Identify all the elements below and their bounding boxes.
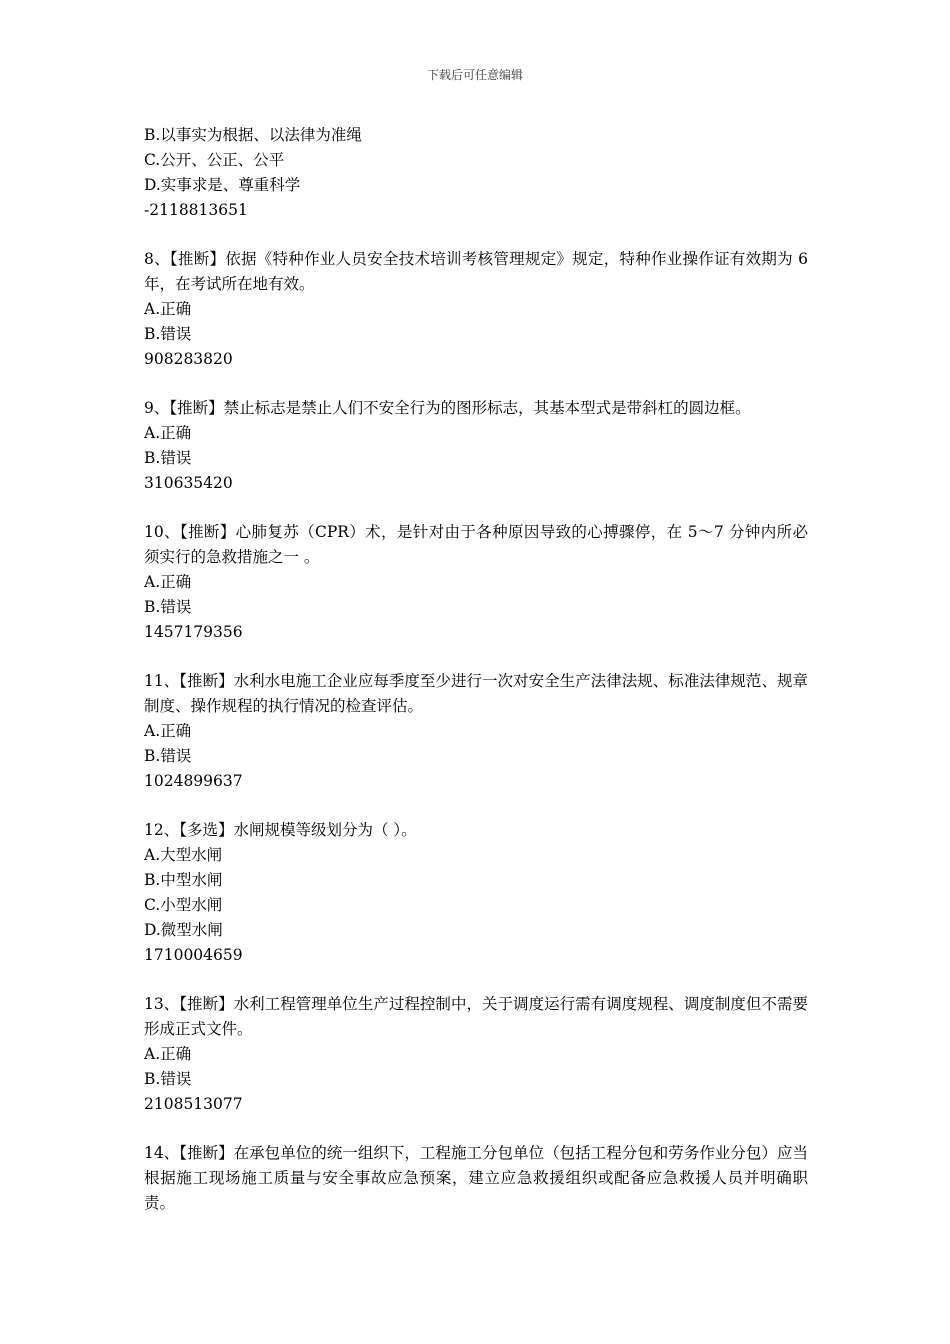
- option: B.错误: [144, 1070, 192, 1088]
- page-header: 下载后可任意编辑: [426, 68, 523, 82]
- question-text: 8、【推断】依据《特种作业人员安全技术培训考核管理规定》规定，特种作业操作证有效期为 6 年，在考试所在地有效。: [144, 250, 808, 293]
- option: B.错误: [144, 747, 192, 765]
- option: A.大型水闸: [144, 846, 223, 864]
- option: B.错误: [144, 449, 192, 467]
- question-id: 908283820: [144, 350, 233, 368]
- option: A.正确: [144, 573, 192, 591]
- question-id: -2118813651: [144, 201, 248, 219]
- question-text: 10、【推断】心肺复苏（CPR）术，是针对由于各种原因导致的心搏骤停，在 5～7 分钟内所必须实行的急救措施之一 。: [144, 523, 808, 566]
- question-continued: [144, 123, 808, 223]
- option: A.正确: [144, 1045, 192, 1063]
- option: C.小型水闸: [144, 896, 223, 914]
- question-id: 310635420: [144, 474, 233, 492]
- option: C.公开、公正、公平: [144, 151, 285, 169]
- document-body: [144, 123, 808, 1216]
- question-text: 14、【推断】在承包单位的统一组织下，工程施工分包单位（包括工程分包和劳务作业分包）应当根据施工现场施工质量与安全事故应急预案，建立应急救援组织或配备应急救援人员并明确职责。: [144, 1144, 808, 1212]
- option: B.以事实为根据、以法律为准绳: [144, 126, 362, 144]
- question-id: 1024899637: [144, 772, 243, 790]
- option: B.错误: [144, 598, 192, 616]
- question-8: [144, 247, 808, 372]
- option: A.正确: [144, 424, 192, 442]
- question-text: 11、【推断】水利水电施工企业应每季度至少进行一次对安全生产法律法规、标准法律规范、规章制度、操作规程的执行情况的检查评估。: [144, 672, 808, 715]
- question-text: 12、【多选】水闸规模等级划分为（ ）。: [144, 821, 417, 839]
- question-9: [144, 396, 808, 496]
- question-14: [144, 1141, 808, 1216]
- option: A.正确: [144, 722, 192, 740]
- question-12: [144, 818, 808, 968]
- question-11: [144, 669, 808, 794]
- question-id: 1457179356: [144, 623, 243, 641]
- question-10: [144, 520, 808, 645]
- question-text: 13、【推断】水利工程管理单位生产过程控制中，关于调度运行需有调度规程、调度制度但不需要形成正式文件。: [144, 995, 808, 1038]
- option: D.实事求是、尊重科学: [144, 176, 301, 194]
- question-text: 9、【推断】禁止标志是禁止人们不安全行为的图形标志，其基本型式是带斜杠的圆边框。: [144, 399, 751, 417]
- option: B.错误: [144, 325, 192, 343]
- question-13: [144, 992, 808, 1117]
- option: D.微型水闸: [144, 921, 223, 939]
- question-id: 2108513077: [144, 1095, 243, 1113]
- question-id: 1710004659: [144, 946, 243, 964]
- option: B.中型水闸: [144, 871, 223, 889]
- option: A.正确: [144, 300, 192, 318]
